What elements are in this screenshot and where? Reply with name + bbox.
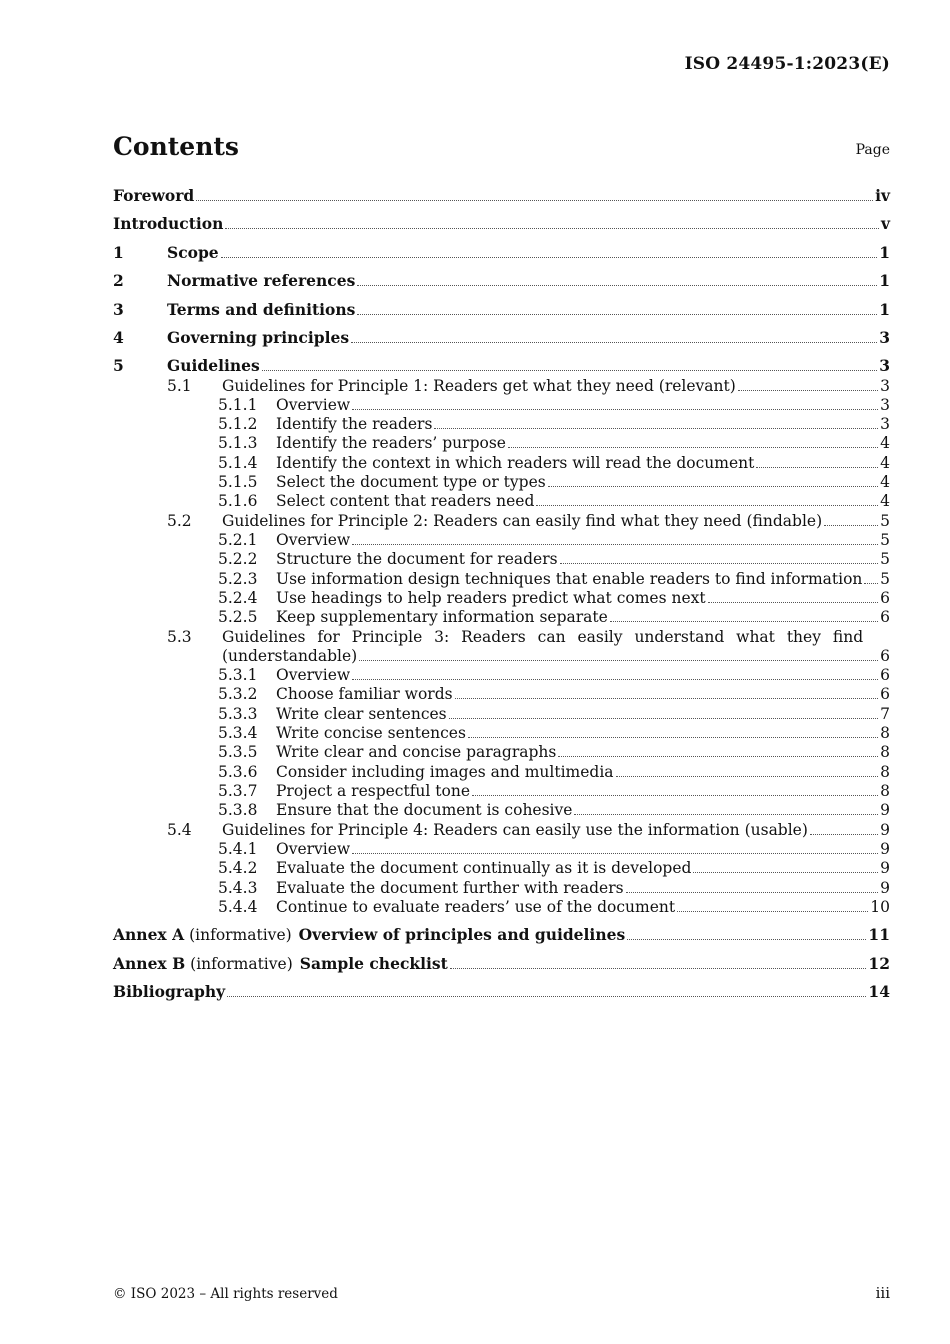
toc-section-number: 5.2.1 [218, 531, 258, 549]
toc-entry-5-2-1[interactable] [218, 530, 890, 550]
toc-section-number: 5.1.2 [218, 415, 258, 433]
toc-section-number: 3 [113, 300, 124, 319]
dot-leader [864, 583, 878, 584]
dot-leader [262, 370, 877, 371]
dot-leader [357, 285, 877, 286]
toc-entry-5-2[interactable] [167, 511, 890, 531]
dot-leader [810, 834, 878, 835]
toc-entry-5-2-4[interactable] [218, 588, 890, 608]
toc-page-number: 9 [880, 879, 890, 897]
toc-entry-5-1-2[interactable] [218, 414, 890, 434]
toc-page-number: 1 [879, 300, 890, 319]
annex-informative-note: (informative) [189, 926, 292, 944]
toc-entry-5-3-5[interactable] [218, 742, 890, 762]
toc-section-number: 5.3 [167, 628, 192, 646]
toc-section-number: 5.2.4 [218, 589, 258, 607]
toc-entry-annex-a[interactable] [113, 925, 890, 945]
toc-page-number: 6 [880, 589, 890, 607]
toc-entry-text: Foreword [113, 186, 195, 205]
toc-section-number: 5.3.5 [218, 743, 258, 761]
toc-entry-text: Governing principles [167, 328, 350, 347]
dot-leader [708, 602, 879, 603]
toc-section-number: 5.2 [167, 512, 192, 530]
toc-section-number: 5.1.3 [218, 434, 258, 452]
toc-entry-text: Select content that readers need [276, 492, 535, 510]
toc-entry-5-4-1[interactable] [218, 839, 890, 859]
toc-entry-text: Guidelines for Principle 4: Readers can easily use the information (usable) [222, 821, 808, 839]
toc-page-number: 1 [879, 271, 890, 290]
toc-entry-text: Consider including images and multimedia [276, 763, 614, 781]
dot-leader [574, 814, 878, 815]
annex-informative-note: (informative) [190, 955, 293, 973]
toc-entry-text: Structure the document for readers [276, 550, 558, 568]
toc-page-number: 9 [880, 840, 890, 858]
toc-entry-text: Overview of principles and guidelines [298, 925, 626, 944]
toc-entry-5-3-3[interactable] [218, 704, 890, 724]
annex-label: Annex B [113, 954, 186, 973]
toc-page-number: 1 [879, 243, 890, 262]
toc-entry-5-3-7[interactable] [218, 781, 890, 801]
dot-leader [227, 996, 866, 997]
toc-entry-5-3-continued[interactable] [222, 646, 890, 666]
dot-leader [472, 795, 878, 796]
dot-leader [352, 544, 878, 545]
toc-page-number: 3 [880, 377, 890, 395]
toc-page-number: 11 [868, 925, 890, 944]
toc-page-number: 9 [880, 859, 890, 877]
toc-page-number: 6 [880, 685, 890, 703]
toc-section-number: 5.1.5 [218, 473, 258, 491]
toc-entry-5-1-3[interactable] [218, 433, 890, 453]
toc-entry-text: Scope [167, 243, 219, 262]
toc-entry-5-4-3[interactable] [218, 878, 890, 898]
toc-section-number: 5.2.2 [218, 550, 258, 568]
toc-entry-text: Guidelines for Principle 3: Readers can easily understand what they find [222, 628, 864, 646]
dot-leader [756, 467, 878, 468]
toc-entry-5-1-4[interactable] [218, 453, 890, 473]
annex-label: Annex A [113, 925, 185, 944]
toc-page-number: v [880, 214, 890, 233]
toc-entry-5-4-2[interactable] [218, 858, 890, 878]
toc-section-number: 2 [113, 271, 124, 290]
dot-leader [677, 911, 868, 912]
toc-entry-5-1-6[interactable] [218, 491, 890, 511]
dot-leader [357, 314, 877, 315]
toc-entry-scope[interactable] [113, 243, 890, 263]
toc-page-number: 4 [880, 434, 890, 452]
dot-leader [359, 660, 878, 661]
toc-entry-5-1-5[interactable] [218, 472, 890, 492]
dot-leader [434, 428, 878, 429]
toc-entry-guidelines[interactable] [113, 356, 890, 376]
toc-page-number: 10 [870, 898, 890, 916]
toc-entry-governing-principles[interactable] [113, 328, 890, 348]
toc-section-number: 5.3.7 [218, 782, 258, 800]
dot-leader [627, 939, 866, 940]
toc-page-number: 4 [880, 454, 890, 472]
dot-leader [738, 390, 878, 391]
toc-entry-bibliography[interactable] [113, 982, 890, 1002]
toc-entry-normative-references[interactable] [113, 271, 890, 291]
toc-page-number: 3 [879, 328, 890, 347]
toc-entry-text: Terms and definitions [167, 300, 356, 319]
toc-section-number: 5.2.3 [218, 570, 258, 588]
toc-section-number: 5.4.2 [218, 859, 258, 877]
footer-page-number: iii [875, 1284, 890, 1302]
toc-entry-foreword[interactable] [113, 186, 890, 206]
toc-section-number: 5.1 [167, 377, 192, 395]
toc-entry-5-3-8[interactable] [218, 800, 890, 820]
toc-entry-annex-b[interactable] [113, 954, 890, 974]
toc-page-number: 5 [880, 512, 890, 530]
dot-leader [455, 698, 879, 699]
toc-page-number: 14 [868, 982, 890, 1001]
toc-entry-5-4[interactable] [167, 820, 890, 840]
toc-entry-text: Project a respectful tone [276, 782, 471, 800]
toc-page-number: 8 [880, 724, 890, 742]
toc-entry-text: Identify the context in which readers will read the document [276, 454, 755, 472]
toc-entry-5-3[interactable] [167, 627, 864, 647]
dot-leader [352, 679, 878, 680]
toc-section-number: 5.1.4 [218, 454, 258, 472]
dot-leader [450, 968, 867, 969]
toc-page-number: 8 [880, 782, 890, 800]
toc-entry-5-3-6[interactable] [218, 762, 890, 782]
toc-entry-text: Sample checklist [299, 954, 448, 973]
toc-entry-text: Use information design techniques that enable readers to find information [276, 570, 863, 588]
toc-entry-5-4-4[interactable] [218, 897, 890, 917]
toc-entry-text: Write clear sentences [276, 705, 447, 723]
toc-section-number: 5.3.8 [218, 801, 258, 819]
toc-entry-5-2-3[interactable] [218, 569, 890, 589]
toc-entry-text: Evaluate the document further with readers [276, 879, 624, 897]
dot-leader [558, 756, 878, 757]
toc-entry-text: Identify the readers [276, 415, 433, 433]
toc-entry-5-3-4[interactable] [218, 723, 890, 743]
toc-entry-text: Overview [276, 396, 351, 414]
toc-entry-5-1[interactable] [167, 376, 890, 396]
toc-page-number: 8 [880, 743, 890, 761]
toc-page-number: 6 [880, 647, 890, 665]
toc-entry-5-2-2[interactable] [218, 549, 890, 569]
toc-section-number: 5.4.3 [218, 879, 258, 897]
toc-page-number: 3 [879, 356, 890, 375]
dot-leader [824, 525, 878, 526]
toc-section-number: 5.4 [167, 821, 192, 839]
dot-leader [508, 447, 878, 448]
dot-leader [626, 892, 879, 893]
toc-entry-text: Bibliography [113, 982, 226, 1001]
toc-entry-text: Continue to evaluate readers’ use of the document [276, 898, 676, 916]
toc-entry-text: Guidelines for Principle 2: Readers can easily find what they need (findable) [222, 512, 823, 530]
toc-section-number: 5.3.4 [218, 724, 258, 742]
toc-page-number: 7 [880, 705, 890, 723]
dot-leader [548, 486, 878, 487]
toc-section-number: 5.4.1 [218, 840, 258, 858]
toc-page-number: 9 [880, 821, 890, 839]
dot-leader [352, 853, 878, 854]
toc-entry-text: Select the document type or types [276, 473, 546, 491]
toc-entry-text: (understandable) [222, 647, 358, 665]
toc-entry-text: Evaluate the document continually as it is developed [276, 859, 692, 877]
toc-page-number: iv [875, 186, 890, 205]
dot-leader [221, 257, 878, 258]
toc-entry-text: Use headings to help readers predict what comes next [276, 589, 706, 607]
toc-page-number: 5 [880, 550, 890, 568]
dot-leader [449, 718, 879, 719]
toc-page-number: 12 [868, 954, 890, 973]
toc-section-number: 5.2.5 [218, 608, 258, 626]
toc-section-number: 5.4.4 [218, 898, 258, 916]
toc-page-number: 4 [880, 473, 890, 491]
toc-section-number: 5.1.1 [218, 396, 258, 414]
toc-entry-text: Write concise sentences [276, 724, 466, 742]
toc-section-number: 5.3.3 [218, 705, 258, 723]
toc-page-number: 6 [880, 666, 890, 684]
copyright-notice: © ISO 2023 – All rights reserved [113, 1286, 338, 1302]
toc-entry-introduction[interactable] [113, 214, 890, 234]
toc-page-number: 6 [880, 608, 890, 626]
dot-leader [536, 505, 878, 506]
toc-entry-5-2-5[interactable] [218, 607, 890, 627]
dot-leader [610, 621, 878, 622]
toc-entry-text: Write clear and concise paragraphs [276, 743, 557, 761]
toc-entry-text: Ensure that the document is cohesive [276, 801, 573, 819]
toc-page-number: 9 [880, 801, 890, 819]
toc-entry-text: Guidelines for Principle 1: Readers get what they need (relevant) [222, 377, 736, 395]
document-id: ISO 24495-1:2023(E) [684, 54, 890, 74]
dot-leader [225, 228, 879, 229]
toc-entry-text: Overview [276, 666, 351, 684]
page-column-label: Page [855, 142, 890, 158]
dot-leader [560, 563, 879, 564]
dot-leader [616, 776, 879, 777]
toc-page-number: 3 [880, 396, 890, 414]
toc-section-number: 5.3.2 [218, 685, 258, 703]
toc-entry-text: Overview [276, 531, 351, 549]
toc-page-number: 8 [880, 763, 890, 781]
dot-leader [196, 200, 873, 201]
toc-page-number: 3 [880, 415, 890, 433]
toc-page-number: 5 [880, 570, 890, 588]
dot-leader [352, 409, 878, 410]
toc-section-number: 4 [113, 328, 124, 347]
toc-entry-text: Identify the readers’ purpose [276, 434, 506, 452]
page-title: Contents [113, 132, 240, 161]
dot-leader [468, 737, 878, 738]
toc-entry-text: Guidelines [167, 356, 260, 375]
toc-entry-text: Introduction [113, 214, 224, 233]
toc-page-number: 5 [880, 531, 890, 549]
toc-entry-text: Keep supplementary information separate [276, 608, 608, 626]
toc-entry-text: Overview [276, 840, 351, 858]
toc-section-number: 5.3.6 [218, 763, 258, 781]
toc-section-number: 5.1.6 [218, 492, 258, 510]
toc-entry-text: Choose familiar words [276, 685, 453, 703]
toc-section-number: 5.3.1 [218, 666, 258, 684]
toc-entry-text: Normative references [167, 271, 356, 290]
toc-section-number: 5 [113, 356, 124, 375]
toc-entry-5-1-1[interactable] [218, 395, 890, 415]
toc-page-number: 4 [880, 492, 890, 510]
toc-section-number: 1 [113, 243, 124, 262]
dot-leader [693, 872, 878, 873]
toc-entry-5-3-1[interactable] [218, 665, 890, 685]
toc-entry-5-3-2[interactable] [218, 684, 890, 704]
toc-entry-terms-and-definitions[interactable] [113, 300, 890, 320]
dot-leader [351, 342, 877, 343]
